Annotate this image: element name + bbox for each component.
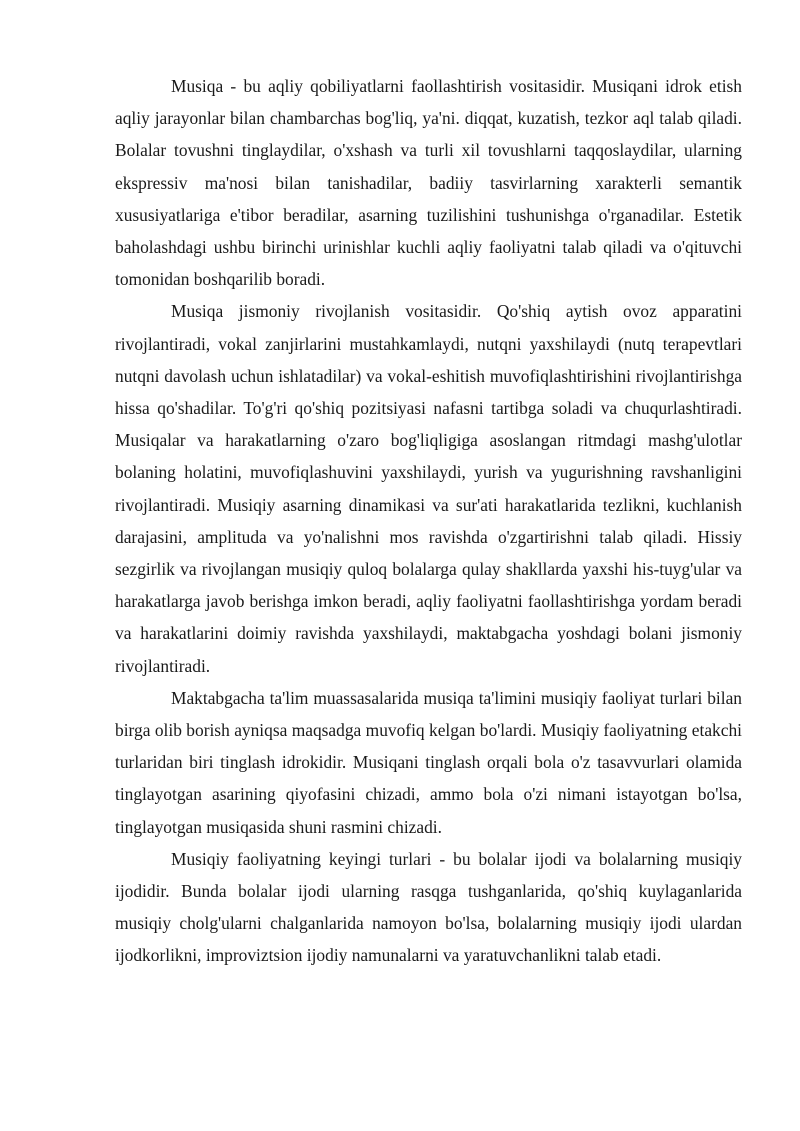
paragraph-physical-development: Musiqa jismoniy rivojlanish vositasidir. Qo'shiq aytish ovoz apparatini rivojlantiradi, vokal zanjirlarini mustahkamlaydi, nutqni yaxshilaydi (nutq terapevtlari nutqni davolash uchun ishlatadilar) va vokal-eshitish muvofiqlashtirishini rivojlantirishga hissa qo'shadilar. To'g'ri qo'shiq pozitsiyasi nafasni tartibga soladi va chuqurlashtiradi. Musiqalar va harakatlarning o'zaro bog'liqligiga asoslangan ritmdagi mashg'ulotlar bolaning holatini, muvofiqlashuvini yaxshilaydi, yurish va yugurishning ravshanligini rivojlantiradi. Musiqiy asarning dinamikasi va sur'ati harakatlarida tezlikni, kuchlanish darajasini, amplituda va yo'nalishni mos ravishda o'zgartirishni talab qiladi. Hissiy sezgirlik va rivojlangan musiqiy quloq bolalarga qulay shakllarda yaxshi his-tuyg'ular va harakatlarga javob berishga imkon beradi, aqliy faoliyatni faollashtirishga yordam beradi va harakatlarini doimiy ravishda yaxshilaydi, maktabgacha yoshdagi bolani jismoniy rivojlantiradi. — [115, 301, 742, 676]
paragraph-creative-activity: Musiqiy faoliyatning keyingi turlari - bu bolalar ijodi va bolalarning musiqiy ijodidir. Bunda bolalar ijodi ularning rasqga tushganlarida, qo'shiq kuylaganlarida musiqiy cholg'ularni chalganlarida namoyon bo'lsa, bolalarning musiqiy ijodi ulardan ijodkorlikni, improviztsion ijodiy namunalarni va yaratuvchanlikni talab etadi. — [115, 848, 742, 966]
document-page — [115, 70, 742, 972]
paragraph-mental-development: Musiqa - bu aqliy qobiliyatlarni faollashtirish vositasidir. Musiqani idrok etish aqliy jarayonlar bilan chambarchas bog'liq, ya'ni. diqqat, kuzatish, tezkor aql talab qiladi. Bolalar tovushni tinglaydilar, o'xshash va turli xil tovushlarni taqqoslaydilar, ularning ekspressiv ma'nosi bilan tanishadilar, badiiy tasvirlarning xarakterli semantik xususiyatlariga e'tibor beradilar, asarning tuzilishini tushunishga o'rganadilar. Estetik baholashdagi ushbu birinchi urinishlar kuchli aqliy faoliyatni talab qiladi va o'qituvchi tomonidan boshqarilib boradi. — [115, 76, 742, 290]
paragraph-preschool-education: Maktabgacha ta'lim muassasalarida musiqa ta'limini musiqiy faoliyat turlari bilan birga olib borish ayniqsa maqsadga muvofiq kelgan bo'lardi. Musiqiy faoliyatning etakchi turlaridan biri tinglash idrokidir. Musiqani tinglash orqali bola o'z tasavvurlari olamida tinglayotgan asarining qiyofasini chizadi, ammo bola o'zi nimani istayotgan bo'lsa, tinglayotgan musiqasida shuni rasmini chizadi. — [115, 687, 742, 837]
